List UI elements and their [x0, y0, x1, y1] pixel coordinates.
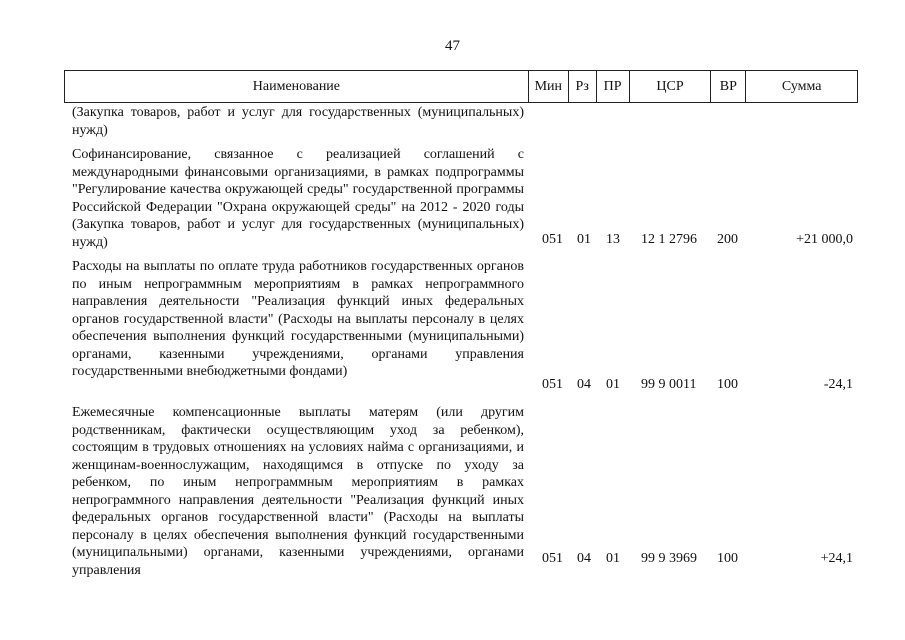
header-csr: ЦСР: [630, 71, 712, 102]
row-min: 051: [542, 232, 563, 247]
row-sum: -24,1: [823, 377, 853, 392]
row-vr: 100: [717, 377, 738, 392]
row-name: Софинансирование, связанное с реализацией соглашений с международными финансовыми организациями, в рамках подпрограммы "Регулирование качества окружающей среды" государственной программы Российской Федерации "Охрана окружающей среды" на 2012 - 2020 годы (Закупка товаров, работ и услуг для государственных (муниципальных) нужд): [72, 147, 524, 250]
header-min: Мин: [529, 71, 569, 102]
row-sum: +21 000,0: [796, 232, 853, 247]
row-name: Расходы на выплаты по оплате труда работников государственных органов по иным непрограммным мероприятиям в рамках непрограммного направления деятельности "Реализация функций иных федеральных органов государственной власти" (Расходы на выплаты персоналу в целях обеспечения выполнения функций государственными (муниципальными) органами, казенными учреждениями, органами управления государственными внебюджетными фондами): [72, 259, 524, 379]
row-csr: 99 9 0011: [641, 377, 697, 392]
row-min: 051: [542, 551, 563, 566]
header-name: Наименование: [65, 71, 529, 102]
row-rz: 04: [577, 551, 591, 566]
table-header: [64, 70, 858, 103]
row-csr: 99 9 3969: [641, 551, 697, 566]
row-min: 051: [542, 377, 563, 392]
page-number: 47: [445, 38, 460, 54]
header-vr: ВР: [711, 71, 746, 102]
row-sum: +24,1: [820, 551, 853, 566]
header-sum: Сумма: [781, 78, 822, 94]
row-vr: 200: [717, 232, 738, 247]
row-name: (Закупка товаров, работ и услуг для государственных (муниципальных) нужд): [72, 105, 524, 138]
row-pr: 01: [606, 551, 620, 566]
row-pr: 01: [606, 377, 620, 392]
row-name: Ежемесячные компенсационные выплаты матерям (или другим родственникам, фактически осуществляющим уход за ребенком), состоящим в трудовых отношениях на условиях найма с организациями, и женщинам-военнослужащим, находящимся в отпуске по уходу за ребенком, по иным непрограммным мероприятиям в рамках непрограммного направления деятельности "Реализация функций иных федеральных органов государственной власти" (Расходы на выплаты персоналу в целях обеспечения выполнения функций государственными (муниципальными) органами, казенными учреждениями, органами управления: [72, 405, 524, 578]
header-rz: Рз: [569, 71, 597, 102]
row-rz: 01: [577, 232, 591, 247]
header-pr: ПР: [597, 71, 630, 102]
row-csr: 12 1 2796: [641, 232, 697, 247]
row-rz: 04: [577, 377, 591, 392]
row-vr: 100: [717, 551, 738, 566]
row-pr: 13: [606, 232, 620, 247]
